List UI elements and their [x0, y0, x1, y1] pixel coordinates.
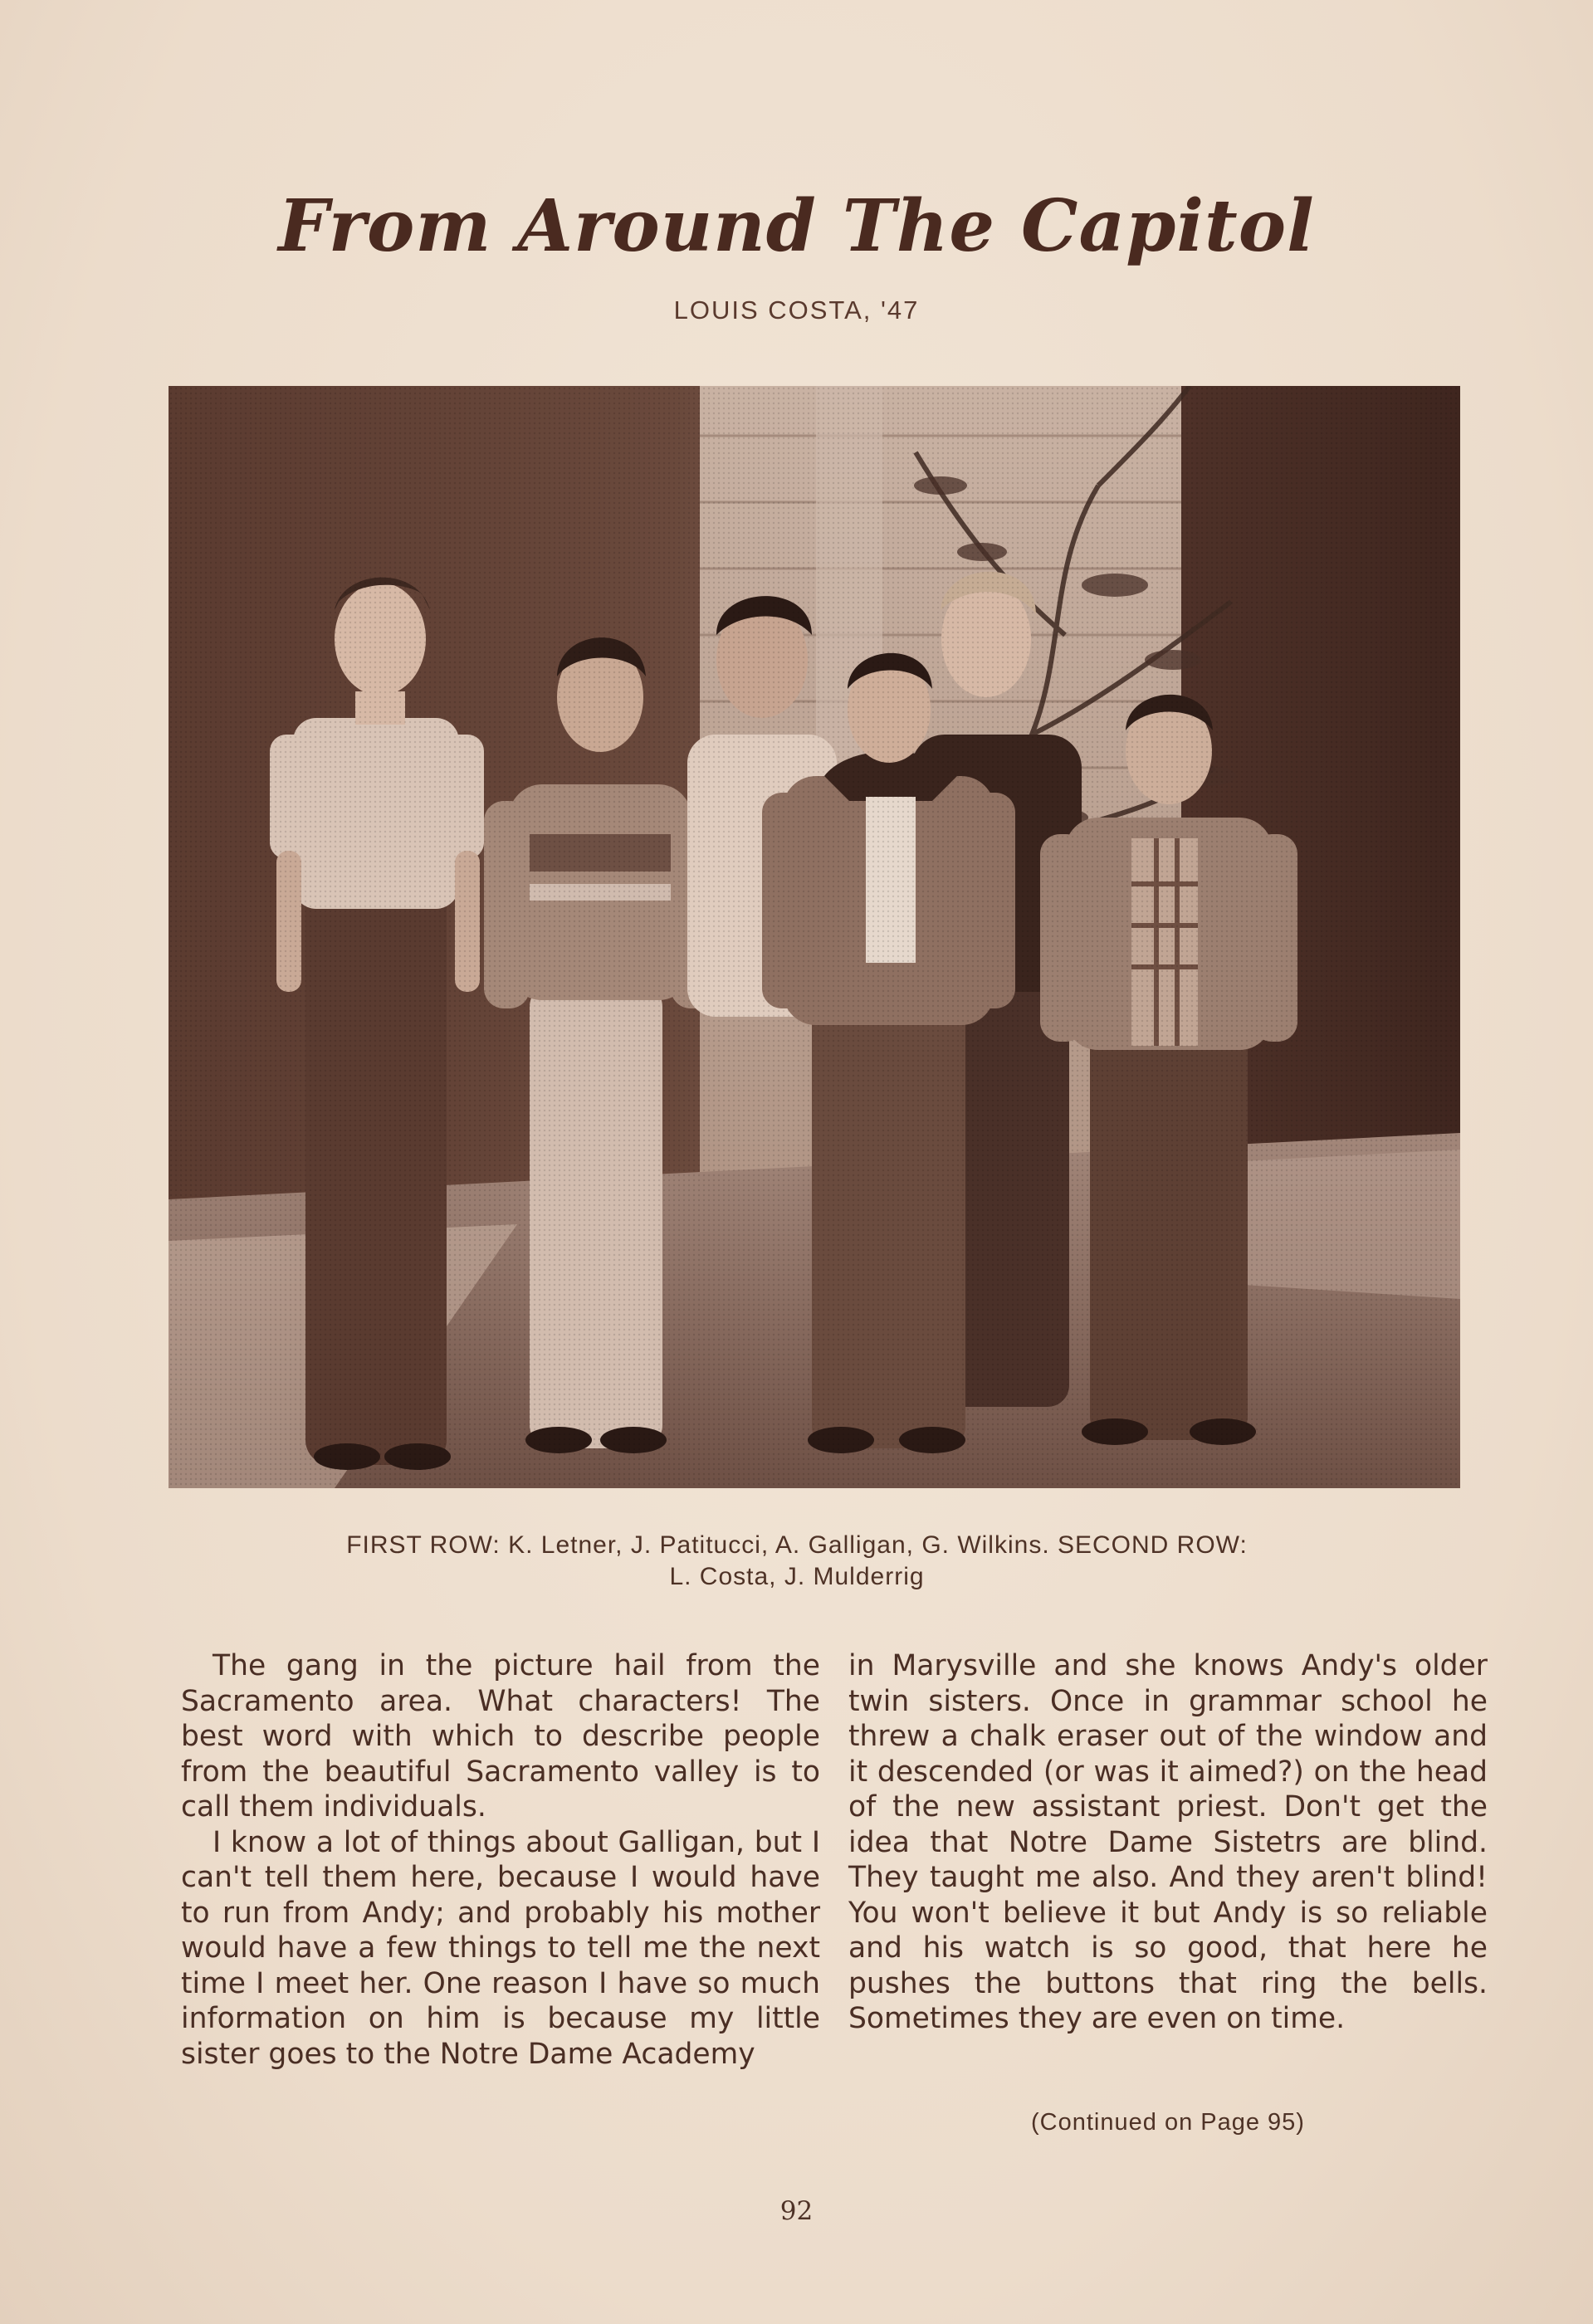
article-byline: LOUIS COSTA, '47 — [673, 295, 920, 325]
article-title: From Around The Capitol — [278, 184, 1315, 268]
caption-line-1: FIRST ROW: K. Letner, J. Patitucci, A. Galligan, G. Wilkins. SECOND ROW: — [346, 1531, 1248, 1559]
body-paragraph: I know a lot of things about Galligan, but I can't tell them here, because I would have to run from Andy; and probably his mother would have a few things to tell me the next time I meet her. One reason I have so much information on him is because my little sister goes to the Notre Dame Academy — [181, 1825, 820, 2071]
group-photo — [169, 386, 1460, 1488]
page-number: 92 — [779, 2196, 814, 2226]
body-column-left — [181, 1648, 820, 2072]
caption-line-2: L. Costa, J. Mulderrig — [669, 1563, 925, 1590]
body-column-right — [848, 1648, 1488, 2037]
body-paragraph: The gang in the picture hail from the Sacramento area. What characters! The best word with which to describe people from the beautiful Sacramento valley is to call them individuals. — [181, 1649, 820, 1824]
continued-note: (Continued on Page 95) — [1031, 2109, 1305, 2136]
photo-caption — [199, 1530, 1395, 1593]
body-paragraph: in Marysville and she knows Andy's older twin sisters. Once in grammar school he threw a chalk eraser out of the window and it descended (or was it aimed?) on the head of the new assistant priest. Don't get the idea that Notre Dame Sistetrs are blind. They taught me also. And they aren't blind! You won't believe it but Andy is so reliable and his watch is so good, that here he pushes the buttons that ring the bells. Sometimes they are even on time. — [848, 1649, 1488, 2035]
group-photo-icon — [169, 386, 1460, 1488]
